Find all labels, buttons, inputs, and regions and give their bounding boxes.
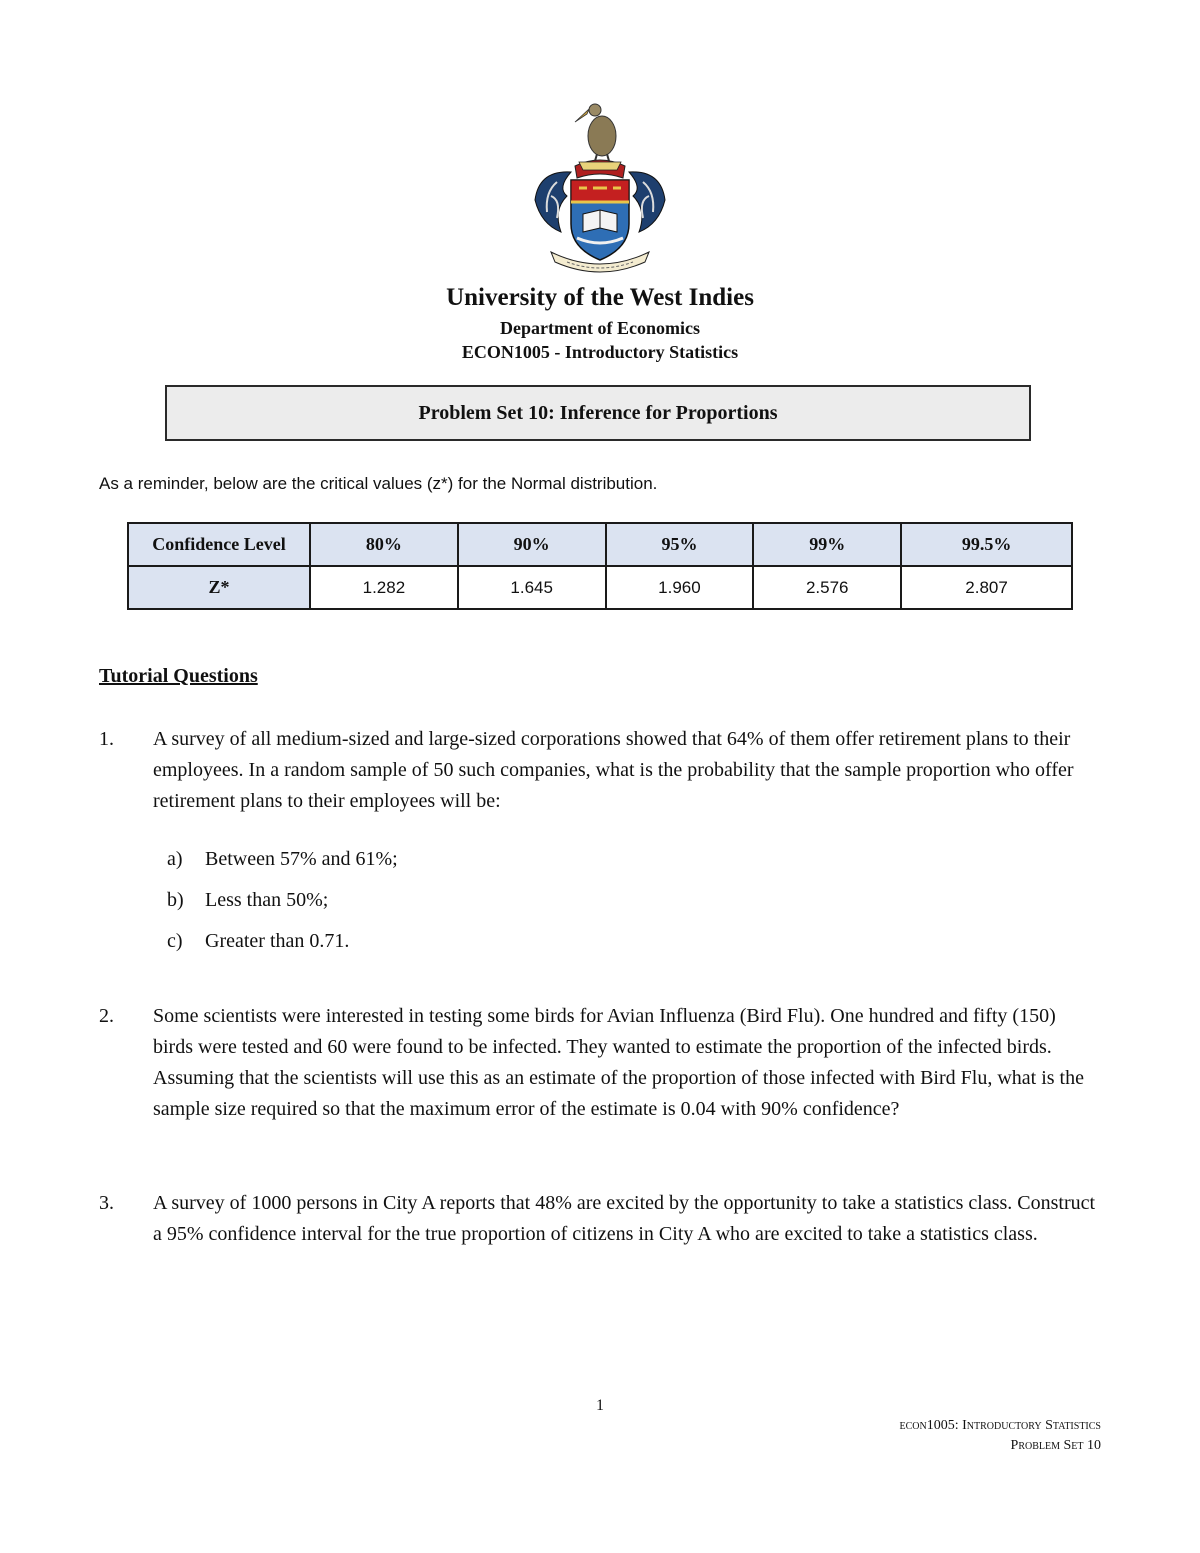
z-star-header: Z*: [128, 566, 310, 609]
problem-set-title: Problem Set 10: Inference for Proportions: [418, 401, 778, 424]
question-text: Some scientists were interested in testing some birds for Avian Influenza (Bird Flu). One hundred and fifty (150) birds were tested and 60 were found to be infected. They wanted to estimate the proportion of the infected birds. Assuming that the scientists will use this as an estimate of the proportion of those infected with Bird Flu, what is the sample size required so that the maximum error of the estimate is 0.04 with 90% confidence?: [153, 1005, 1084, 1120]
university-name: University of the West Indies: [446, 284, 754, 311]
question-number: 1.: [99, 728, 114, 750]
question-1-part-a: [167, 848, 398, 871]
level-cell: 99%: [753, 523, 901, 566]
question-1-part-c: [167, 930, 349, 953]
part-text: Greater than 0.71.: [205, 930, 350, 952]
z-value-cell: 2.807: [901, 566, 1072, 609]
z-value-cell: 1.282: [310, 566, 458, 609]
footer-problem-set: Problem Set 10: [1010, 1438, 1101, 1453]
question-text: A survey of 1000 persons in City A reports that 48% are excited by the opportunity to take a statistics class. Construct a 95% confidence interval for the true proportion of citizens in City A who are excited to take a statistics class.: [153, 1192, 1096, 1245]
question-2: [99, 1001, 1099, 1125]
part-label: a): [167, 848, 183, 870]
question-3: [99, 1188, 1099, 1250]
question-number: 3.: [99, 1192, 114, 1214]
page-number: 1: [596, 1397, 604, 1414]
course-name: ECON1005 - Introductory Statistics: [461, 342, 739, 362]
level-cell: 90%: [458, 523, 606, 566]
part-label: b): [167, 889, 184, 911]
level-cell: 95%: [606, 523, 754, 566]
z-value-cell: 2.576: [753, 566, 901, 609]
critical-values-table: [127, 522, 1073, 610]
question-1: [99, 724, 1099, 817]
part-text: Less than 50%;: [205, 889, 329, 911]
level-cell: 80%: [310, 523, 458, 566]
page-footer: [900, 1416, 1101, 1456]
level-cell: 99.5%: [901, 523, 1072, 566]
z-value-cell: 1.960: [606, 566, 754, 609]
tutorial-questions-heading: Tutorial Questions: [99, 665, 258, 687]
part-label: c): [167, 930, 183, 952]
department-name: Department of Economics: [500, 318, 700, 338]
confidence-level-header: Confidence Level: [128, 523, 310, 566]
z-star-row: [128, 566, 1072, 609]
z-value-cell: 1.645: [458, 566, 606, 609]
question-text: A survey of all medium-sized and large-sized corporations showed that 64% of them offer retirement plans to their employees. In a random sample of 50 such companies, what is the probability that the sample proportion who offer retirement plans to their employees will be:: [153, 728, 1074, 812]
footer-course: econ1005: Introductory Statistics: [899, 1418, 1101, 1433]
part-text: Between 57% and 61%;: [205, 848, 398, 870]
university-crest-logo: [527, 96, 673, 278]
question-number: 2.: [99, 1005, 114, 1027]
confidence-level-row: [128, 523, 1072, 566]
reminder-text: As a reminder, below are the critical values (z*) for the Normal distribution.: [99, 474, 658, 493]
question-1-part-b: [167, 889, 328, 912]
problem-set-title-box: [165, 385, 1031, 441]
